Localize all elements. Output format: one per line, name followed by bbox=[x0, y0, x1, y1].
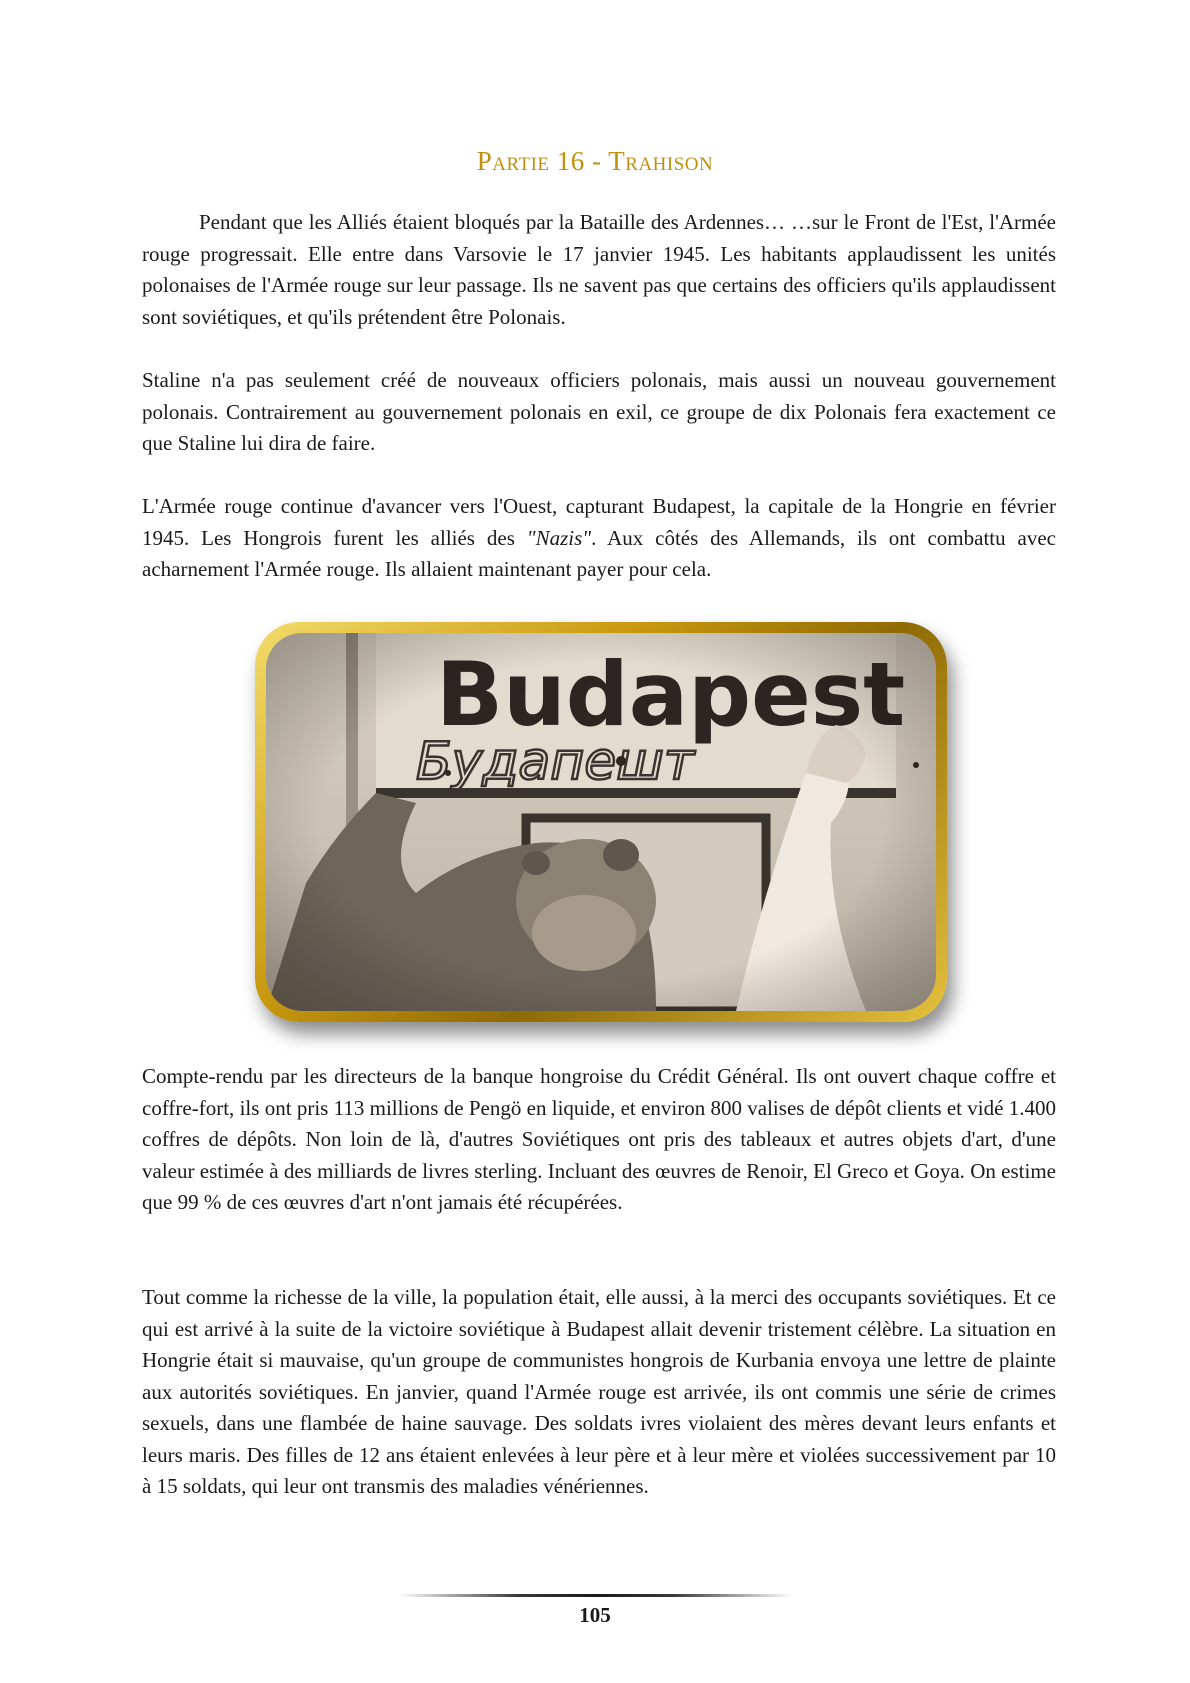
section-title: Partie 16 - Trahison bbox=[476, 146, 714, 176]
paragraph-2: Staline n'a pas seulement créé de nouveaux officiers polonais, mais aussi un nouveau gouvernement polonais. Contrairement au gouvernement polonais en exil, ce groupe de dix Polonais fera exactement ce que Staline lui dira de faire. bbox=[142, 368, 1056, 455]
paragraph-3 bbox=[142, 491, 1056, 586]
footer-divider bbox=[398, 1594, 793, 1597]
paragraph-1: Pendant que les Alliés étaient bloqués par la Bataille des Ardennes… …sur le Front de l'Est, l'Armée rouge progressait. Elle entre dans Varsovie le 17 janvier 1945. Les habitants applaudissent les unités polonaises de l'Armée rouge sur leur passage. Ils ne savent pas que certains des officiers qu'ils applaudissent sont soviétiques, et qu'ils prétendent être Polonais. bbox=[142, 210, 1056, 329]
paragraph-5: Tout comme la richesse de la ville, la population était, elle aussi, à la merci des occupants soviétiques. Et ce qui est arrivé à la suite de la victoire soviétique à Budapest allait devenir tristement célèbre. La situation en Hongrie était si mauvaise, qu'un groupe de communistes hongrois de Kurbania envoya une lettre de plainte aux autorités soviétiques. En janvier, quand l'Armée rouge est arrivée, ils ont commis une série de crimes sexuels, dans une flambée de haine sauvage. Des soldats ivres violaient des mères devant leurs enfants et leurs maris. Des filles de 12 ans étaient enlevées à leur père et à leur mère et violées successivement par 10 à 15 soldats, qui leur ont transmis des maladies vénériennes. bbox=[142, 1285, 1056, 1498]
page-number: 105 bbox=[579, 1603, 611, 1627]
paragraph-3-start: L'Armée rouge continue d'avancer vers l'Ouest, capturant Budapest, la capitale de la Hongrie en février 1945. Les Hongrois furent les alliés des bbox=[142, 494, 1056, 550]
budapest-sign-photo bbox=[266, 633, 936, 1011]
nazis-quote: "Nazis" bbox=[526, 525, 592, 550]
paragraph-3-end: . Aux côtés des Allemands, ils ont combattu avec acharnement l'Armée rouge. Ils allaient maintenant payer pour cela. bbox=[142, 525, 1056, 581]
paragraph-4: Compte-rendu par les directeurs de la banque hongroise du Crédit Général. Ils ont ouvert chaque coffre et coffre-fort, ils ont pris 113 millions de Pengö en liquide, et environ 800 valises de dépôt clients et vidé 1.400 coffres de dépôts. Non loin de là, d'autres Soviétiques ont pris des tableaux et autres objets d'art, d'une valeur estimée à des milliards de livres sterling. Incluant des œuvres de Renoir, El Greco et Goya. On estime que 99 % de ces œuvres d'art n'ont jamais été récupérées. bbox=[142, 1064, 1056, 1214]
photo-frame bbox=[255, 622, 947, 1022]
photo-illustration bbox=[266, 633, 936, 1011]
